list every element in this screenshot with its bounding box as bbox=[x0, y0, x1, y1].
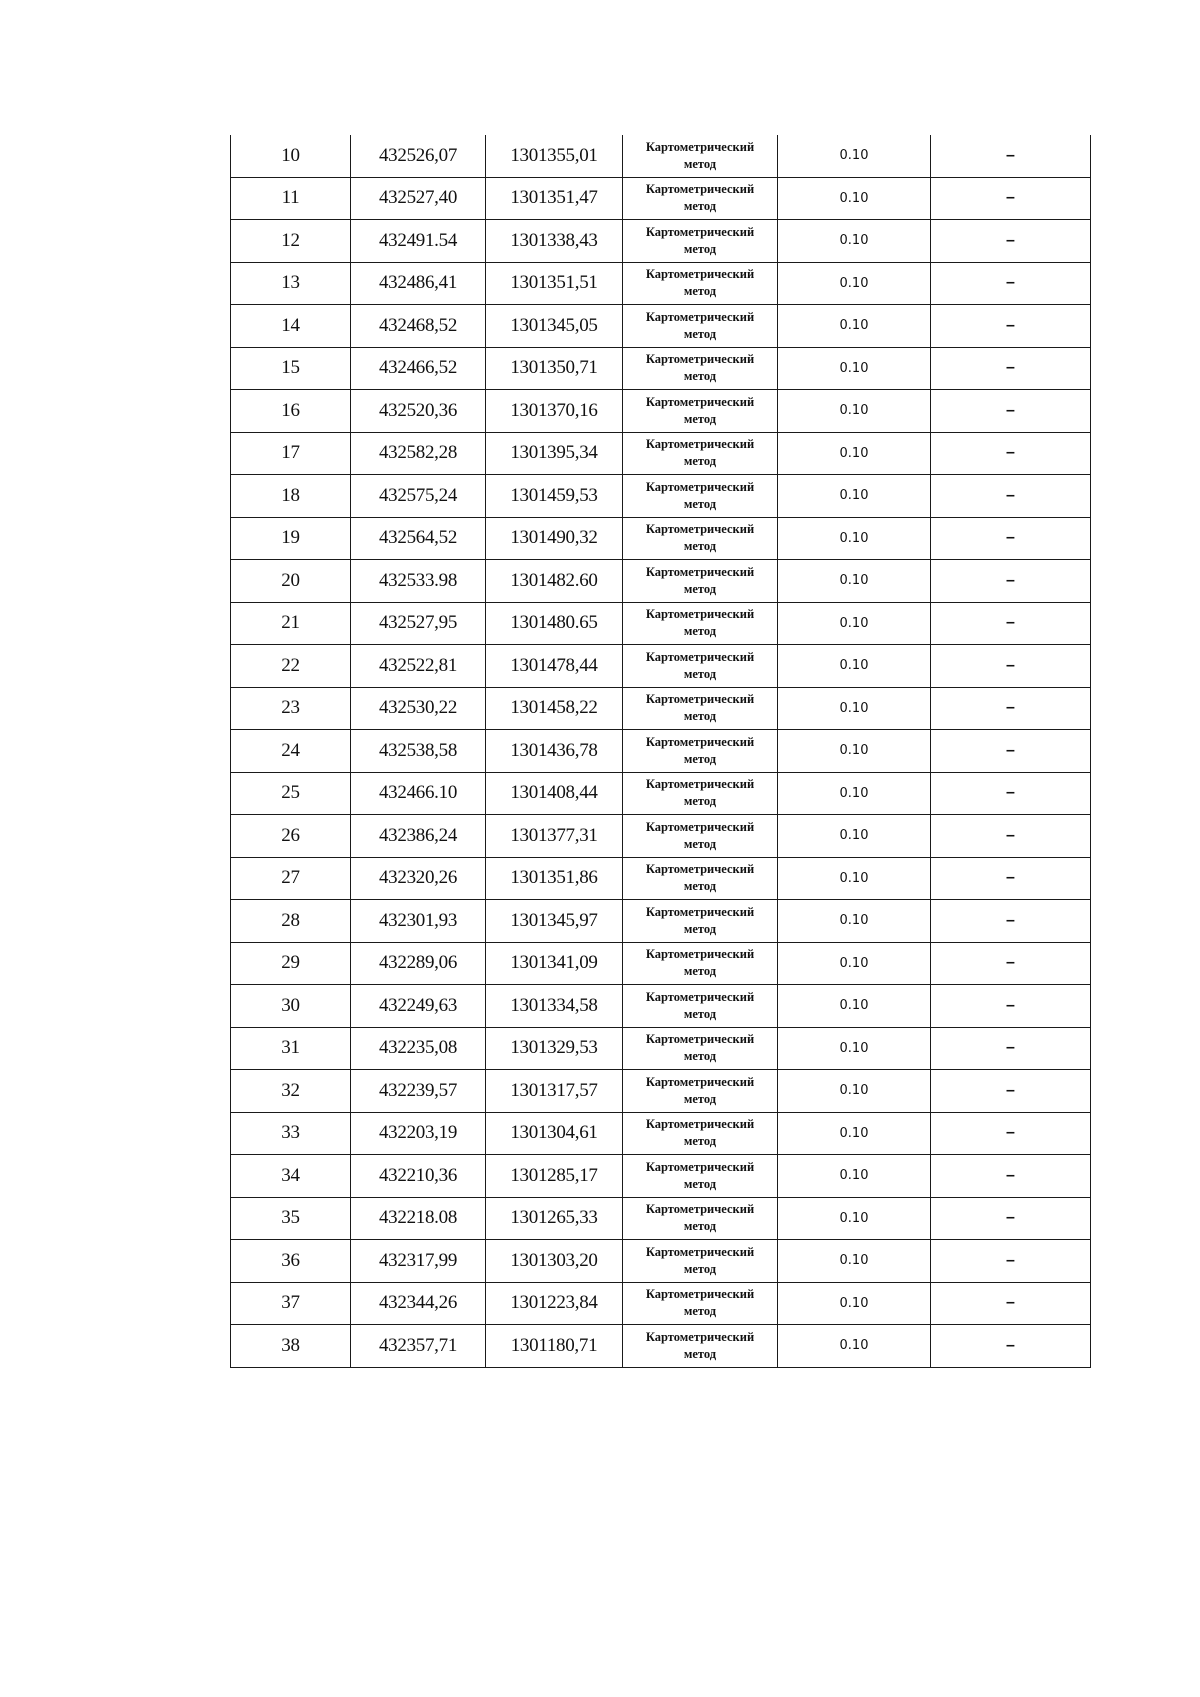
method-cell bbox=[623, 942, 778, 985]
y-coordinate-cell: 1301304,61 bbox=[486, 1112, 623, 1155]
table-row bbox=[231, 177, 1091, 220]
x-coordinate-cell: 432317,99 bbox=[351, 1240, 486, 1283]
y-coordinate-cell: 1301341,09 bbox=[486, 942, 623, 985]
accuracy-cell: 0.10 bbox=[778, 1070, 931, 1113]
method-label: Картометрический bbox=[645, 139, 755, 154]
method-label-suffix: метод bbox=[683, 411, 717, 426]
accuracy-cell: 0.10 bbox=[778, 985, 931, 1028]
method-label: Картометрический bbox=[645, 394, 755, 409]
y-coordinate-cell: 1301482.60 bbox=[486, 560, 623, 603]
y-coordinate-cell: 1301370,16 bbox=[486, 390, 623, 433]
method-label: Картометрический bbox=[645, 182, 755, 197]
table-row bbox=[231, 1155, 1091, 1198]
point-number-cell: 12 bbox=[231, 220, 351, 263]
accuracy-cell: 0.10 bbox=[778, 177, 931, 220]
method-cell bbox=[623, 560, 778, 603]
table-row bbox=[231, 1112, 1091, 1155]
table-row bbox=[231, 602, 1091, 645]
note-cell: – bbox=[931, 475, 1091, 518]
x-coordinate-cell: 432203,19 bbox=[351, 1112, 486, 1155]
x-coordinate-cell: 432301,93 bbox=[351, 900, 486, 943]
point-number-cell: 30 bbox=[231, 985, 351, 1028]
point-number-cell: 17 bbox=[231, 432, 351, 475]
accuracy-cell: 0.10 bbox=[778, 730, 931, 773]
point-number-cell: 38 bbox=[231, 1325, 351, 1368]
method-cell bbox=[623, 475, 778, 518]
note-cell: – bbox=[931, 347, 1091, 390]
point-number-cell: 23 bbox=[231, 687, 351, 730]
x-coordinate-cell: 432530,22 bbox=[351, 687, 486, 730]
method-cell bbox=[623, 857, 778, 900]
accuracy-cell: 0.10 bbox=[778, 517, 931, 560]
method-label: Картометрический bbox=[645, 1074, 755, 1089]
y-coordinate-cell: 1301408,44 bbox=[486, 772, 623, 815]
method-cell bbox=[623, 602, 778, 645]
note-cell: – bbox=[931, 645, 1091, 688]
method-cell bbox=[623, 135, 778, 177]
x-coordinate-cell: 432239,57 bbox=[351, 1070, 486, 1113]
method-label-suffix: метод bbox=[683, 1176, 717, 1191]
y-coordinate-cell: 1301350,71 bbox=[486, 347, 623, 390]
table-row bbox=[231, 135, 1091, 177]
x-coordinate-cell: 432289,06 bbox=[351, 942, 486, 985]
point-number-cell: 36 bbox=[231, 1240, 351, 1283]
note-cell: – bbox=[931, 390, 1091, 433]
method-label: Картометрический bbox=[645, 564, 755, 579]
note-cell: – bbox=[931, 1240, 1091, 1283]
note-cell: – bbox=[931, 942, 1091, 985]
note-cell: – bbox=[931, 857, 1091, 900]
y-coordinate-cell: 1301351,47 bbox=[486, 177, 623, 220]
accuracy-cell: 0.10 bbox=[778, 305, 931, 348]
method-cell bbox=[623, 815, 778, 858]
method-cell bbox=[623, 1282, 778, 1325]
accuracy-cell: 0.10 bbox=[778, 475, 931, 518]
method-label: Картометрический bbox=[645, 1244, 755, 1259]
method-label-suffix: метод bbox=[683, 624, 717, 639]
y-coordinate-cell: 1301285,17 bbox=[486, 1155, 623, 1198]
note-cell: – bbox=[931, 305, 1091, 348]
accuracy-cell: 0.10 bbox=[778, 1027, 931, 1070]
accuracy-cell: 0.10 bbox=[778, 432, 931, 475]
method-label-suffix: метод bbox=[683, 666, 717, 681]
point-number-cell: 21 bbox=[231, 602, 351, 645]
method-label: Картометрический bbox=[645, 309, 755, 324]
note-cell: – bbox=[931, 1070, 1091, 1113]
x-coordinate-cell: 432249,63 bbox=[351, 985, 486, 1028]
accuracy-cell: 0.10 bbox=[778, 1112, 931, 1155]
point-number-cell: 33 bbox=[231, 1112, 351, 1155]
method-label: Картометрический bbox=[645, 352, 755, 367]
table-row bbox=[231, 390, 1091, 433]
method-cell bbox=[623, 900, 778, 943]
note-cell: – bbox=[931, 815, 1091, 858]
y-coordinate-cell: 1301459,53 bbox=[486, 475, 623, 518]
point-number-cell: 31 bbox=[231, 1027, 351, 1070]
table-row bbox=[231, 1027, 1091, 1070]
method-label-suffix: метод bbox=[683, 751, 717, 766]
x-coordinate-cell: 432486,41 bbox=[351, 262, 486, 305]
y-coordinate-cell: 1301480.65 bbox=[486, 602, 623, 645]
method-label-suffix: метод bbox=[683, 1006, 717, 1021]
table-row bbox=[231, 262, 1091, 305]
table-row bbox=[231, 942, 1091, 985]
x-coordinate-cell: 432386,24 bbox=[351, 815, 486, 858]
coordinates-table bbox=[230, 135, 1091, 1368]
note-cell: – bbox=[931, 177, 1091, 220]
table-row bbox=[231, 857, 1091, 900]
y-coordinate-cell: 1301345,05 bbox=[486, 305, 623, 348]
accuracy-cell: 0.10 bbox=[778, 220, 931, 263]
note-cell: – bbox=[931, 730, 1091, 773]
method-label-suffix: метод bbox=[683, 454, 717, 469]
x-coordinate-cell: 432468,52 bbox=[351, 305, 486, 348]
table-row bbox=[231, 475, 1091, 518]
accuracy-cell: 0.10 bbox=[778, 900, 931, 943]
point-number-cell: 37 bbox=[231, 1282, 351, 1325]
method-cell bbox=[623, 517, 778, 560]
table-row bbox=[231, 1282, 1091, 1325]
accuracy-cell: 0.10 bbox=[778, 857, 931, 900]
y-coordinate-cell: 1301355,01 bbox=[486, 135, 623, 177]
y-coordinate-cell: 1301334,58 bbox=[486, 985, 623, 1028]
accuracy-cell: 0.10 bbox=[778, 560, 931, 603]
table-row bbox=[231, 347, 1091, 390]
y-coordinate-cell: 1301303,20 bbox=[486, 1240, 623, 1283]
method-label: Картометрический bbox=[645, 224, 755, 239]
method-cell bbox=[623, 1240, 778, 1283]
x-coordinate-cell: 432466.10 bbox=[351, 772, 486, 815]
point-number-cell: 20 bbox=[231, 560, 351, 603]
accuracy-cell: 0.10 bbox=[778, 262, 931, 305]
x-coordinate-cell: 432526,07 bbox=[351, 135, 486, 177]
accuracy-cell: 0.10 bbox=[778, 687, 931, 730]
method-label: Картометрический bbox=[645, 1287, 755, 1302]
y-coordinate-cell: 1301490,32 bbox=[486, 517, 623, 560]
point-number-cell: 27 bbox=[231, 857, 351, 900]
x-coordinate-cell: 432533.98 bbox=[351, 560, 486, 603]
table-row bbox=[231, 687, 1091, 730]
method-label: Картометрический bbox=[645, 734, 755, 749]
method-label-suffix: метод bbox=[683, 1346, 717, 1361]
table-row bbox=[231, 560, 1091, 603]
method-label-suffix: метод bbox=[683, 496, 717, 511]
x-coordinate-cell: 432527,95 bbox=[351, 602, 486, 645]
point-number-cell: 26 bbox=[231, 815, 351, 858]
method-cell bbox=[623, 1070, 778, 1113]
accuracy-cell: 0.10 bbox=[778, 1282, 931, 1325]
method-label: Картометрический bbox=[645, 1329, 755, 1344]
method-label-suffix: метод bbox=[683, 836, 717, 851]
method-label-suffix: метод bbox=[683, 156, 717, 171]
accuracy-cell: 0.10 bbox=[778, 815, 931, 858]
method-cell bbox=[623, 772, 778, 815]
table-row bbox=[231, 1070, 1091, 1113]
y-coordinate-cell: 1301317,57 bbox=[486, 1070, 623, 1113]
coordinates-table-body bbox=[231, 135, 1091, 1367]
method-cell bbox=[623, 1155, 778, 1198]
method-label: Картометрический bbox=[645, 1202, 755, 1217]
point-number-cell: 29 bbox=[231, 942, 351, 985]
method-cell bbox=[623, 645, 778, 688]
method-label-suffix: метод bbox=[683, 1091, 717, 1106]
point-number-cell: 24 bbox=[231, 730, 351, 773]
method-cell bbox=[623, 1325, 778, 1368]
table-row bbox=[231, 645, 1091, 688]
method-cell bbox=[623, 985, 778, 1028]
accuracy-cell: 0.10 bbox=[778, 135, 931, 177]
x-coordinate-cell: 432527,40 bbox=[351, 177, 486, 220]
method-cell bbox=[623, 262, 778, 305]
note-cell: – bbox=[931, 772, 1091, 815]
note-cell: – bbox=[931, 1197, 1091, 1240]
note-cell: – bbox=[931, 1155, 1091, 1198]
accuracy-cell: 0.10 bbox=[778, 602, 931, 645]
table-row bbox=[231, 815, 1091, 858]
note-cell: – bbox=[931, 985, 1091, 1028]
method-label-suffix: метод bbox=[683, 794, 717, 809]
table-row bbox=[231, 772, 1091, 815]
method-cell bbox=[623, 177, 778, 220]
point-number-cell: 18 bbox=[231, 475, 351, 518]
method-cell bbox=[623, 730, 778, 773]
method-cell bbox=[623, 432, 778, 475]
method-label-suffix: метод bbox=[683, 539, 717, 554]
method-cell bbox=[623, 305, 778, 348]
point-number-cell: 16 bbox=[231, 390, 351, 433]
point-number-cell: 22 bbox=[231, 645, 351, 688]
x-coordinate-cell: 432564,52 bbox=[351, 517, 486, 560]
method-cell bbox=[623, 1027, 778, 1070]
method-label: Картометрический bbox=[645, 522, 755, 537]
y-coordinate-cell: 1301436,78 bbox=[486, 730, 623, 773]
method-label-suffix: метод bbox=[683, 921, 717, 936]
method-cell bbox=[623, 1197, 778, 1240]
method-label: Картометрический bbox=[645, 1159, 755, 1174]
x-coordinate-cell: 432538,58 bbox=[351, 730, 486, 773]
method-cell bbox=[623, 347, 778, 390]
point-number-cell: 15 bbox=[231, 347, 351, 390]
table-row bbox=[231, 1325, 1091, 1368]
x-coordinate-cell: 432218.08 bbox=[351, 1197, 486, 1240]
table-row bbox=[231, 1240, 1091, 1283]
accuracy-cell: 0.10 bbox=[778, 347, 931, 390]
accuracy-cell: 0.10 bbox=[778, 1155, 931, 1198]
accuracy-cell: 0.10 bbox=[778, 772, 931, 815]
y-coordinate-cell: 1301395,34 bbox=[486, 432, 623, 475]
note-cell: – bbox=[931, 602, 1091, 645]
y-coordinate-cell: 1301351,86 bbox=[486, 857, 623, 900]
x-coordinate-cell: 432491.54 bbox=[351, 220, 486, 263]
method-cell bbox=[623, 220, 778, 263]
table-row bbox=[231, 985, 1091, 1028]
table-row bbox=[231, 900, 1091, 943]
method-label: Картометрический bbox=[645, 1032, 755, 1047]
note-cell: – bbox=[931, 1325, 1091, 1368]
accuracy-cell: 0.10 bbox=[778, 390, 931, 433]
method-label-suffix: метод bbox=[683, 369, 717, 384]
method-label: Картометрический bbox=[645, 904, 755, 919]
method-label: Картометрический bbox=[645, 479, 755, 494]
y-coordinate-cell: 1301329,53 bbox=[486, 1027, 623, 1070]
table-row bbox=[231, 1197, 1091, 1240]
x-coordinate-cell: 432582,28 bbox=[351, 432, 486, 475]
x-coordinate-cell: 432466,52 bbox=[351, 347, 486, 390]
table-row bbox=[231, 305, 1091, 348]
note-cell: – bbox=[931, 517, 1091, 560]
method-label-suffix: метод bbox=[683, 1219, 717, 1234]
accuracy-cell: 0.10 bbox=[778, 645, 931, 688]
method-label-suffix: метод bbox=[683, 879, 717, 894]
note-cell: – bbox=[931, 432, 1091, 475]
point-number-cell: 14 bbox=[231, 305, 351, 348]
table-row bbox=[231, 730, 1091, 773]
note-cell: – bbox=[931, 900, 1091, 943]
point-number-cell: 34 bbox=[231, 1155, 351, 1198]
x-coordinate-cell: 432522,81 bbox=[351, 645, 486, 688]
accuracy-cell: 0.10 bbox=[778, 1325, 931, 1368]
point-number-cell: 35 bbox=[231, 1197, 351, 1240]
method-label-suffix: метод bbox=[683, 581, 717, 596]
method-label: Картометрический bbox=[645, 777, 755, 792]
method-label: Картометрический bbox=[645, 862, 755, 877]
method-label: Картометрический bbox=[645, 947, 755, 962]
note-cell: – bbox=[931, 1112, 1091, 1155]
point-number-cell: 25 bbox=[231, 772, 351, 815]
point-number-cell: 13 bbox=[231, 262, 351, 305]
x-coordinate-cell: 432575,24 bbox=[351, 475, 486, 518]
method-label: Картометрический bbox=[645, 267, 755, 282]
method-label-suffix: метод bbox=[683, 1304, 717, 1319]
note-cell: – bbox=[931, 1027, 1091, 1070]
accuracy-cell: 0.10 bbox=[778, 1240, 931, 1283]
note-cell: – bbox=[931, 1282, 1091, 1325]
note-cell: – bbox=[931, 220, 1091, 263]
method-label-suffix: метод bbox=[683, 709, 717, 724]
x-coordinate-cell: 432320,26 bbox=[351, 857, 486, 900]
y-coordinate-cell: 1301180,71 bbox=[486, 1325, 623, 1368]
y-coordinate-cell: 1301478,44 bbox=[486, 645, 623, 688]
method-cell bbox=[623, 1112, 778, 1155]
method-label: Картометрический bbox=[645, 1117, 755, 1132]
method-cell bbox=[623, 390, 778, 433]
y-coordinate-cell: 1301345,97 bbox=[486, 900, 623, 943]
method-label: Картометрический bbox=[645, 649, 755, 664]
x-coordinate-cell: 432520,36 bbox=[351, 390, 486, 433]
table-row bbox=[231, 432, 1091, 475]
method-label: Картометрический bbox=[645, 989, 755, 1004]
x-coordinate-cell: 432210,36 bbox=[351, 1155, 486, 1198]
note-cell: – bbox=[931, 560, 1091, 603]
table-row bbox=[231, 220, 1091, 263]
y-coordinate-cell: 1301265,33 bbox=[486, 1197, 623, 1240]
table-row bbox=[231, 517, 1091, 560]
x-coordinate-cell: 432357,71 bbox=[351, 1325, 486, 1368]
method-label-suffix: метод bbox=[683, 326, 717, 341]
y-coordinate-cell: 1301377,31 bbox=[486, 815, 623, 858]
point-number-cell: 11 bbox=[231, 177, 351, 220]
method-label-suffix: метод bbox=[683, 241, 717, 256]
note-cell: – bbox=[931, 687, 1091, 730]
point-number-cell: 32 bbox=[231, 1070, 351, 1113]
method-label-suffix: метод bbox=[683, 199, 717, 214]
point-number-cell: 19 bbox=[231, 517, 351, 560]
note-cell: – bbox=[931, 262, 1091, 305]
point-number-cell: 28 bbox=[231, 900, 351, 943]
method-label: Картометрический bbox=[645, 819, 755, 834]
method-cell bbox=[623, 687, 778, 730]
x-coordinate-cell: 432235,08 bbox=[351, 1027, 486, 1070]
method-label-suffix: метод bbox=[683, 1261, 717, 1276]
accuracy-cell: 0.10 bbox=[778, 1197, 931, 1240]
x-coordinate-cell: 432344,26 bbox=[351, 1282, 486, 1325]
method-label-suffix: метод bbox=[683, 964, 717, 979]
point-number-cell: 10 bbox=[231, 135, 351, 177]
y-coordinate-cell: 1301458,22 bbox=[486, 687, 623, 730]
note-cell: – bbox=[931, 135, 1091, 177]
method-label-suffix: метод bbox=[683, 1049, 717, 1064]
method-label: Картометрический bbox=[645, 437, 755, 452]
y-coordinate-cell: 1301223,84 bbox=[486, 1282, 623, 1325]
accuracy-cell: 0.10 bbox=[778, 942, 931, 985]
y-coordinate-cell: 1301351,51 bbox=[486, 262, 623, 305]
method-label-suffix: метод bbox=[683, 1134, 717, 1149]
method-label: Картометрический bbox=[645, 607, 755, 622]
method-label: Картометрический bbox=[645, 692, 755, 707]
y-coordinate-cell: 1301338,43 bbox=[486, 220, 623, 263]
method-label-suffix: метод bbox=[683, 284, 717, 299]
